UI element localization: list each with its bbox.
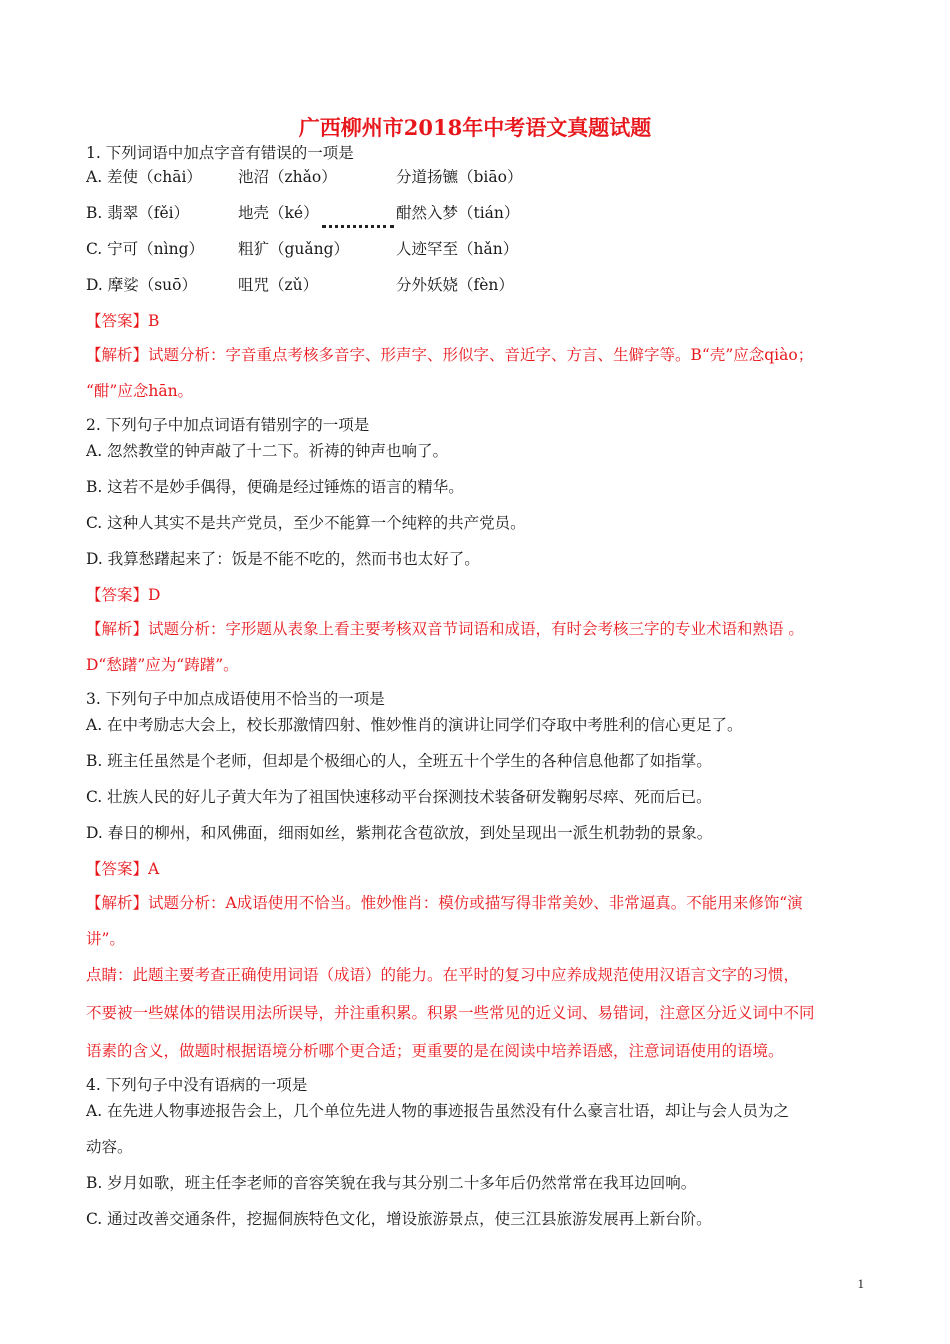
question-1-stem: 1. 下列词语中加点字音有错误的一项是 bbox=[86, 144, 354, 162]
q2-option-b: B. 这若不是妙手偶得，便确是经过锤炼的语言的精华。 bbox=[86, 478, 464, 496]
q3-option-b: B. 班主任虽然是个老师，但却是个极细心的人，全班五十个学生的各种信息他都了如指掌。 bbox=[86, 752, 712, 770]
q3-tip-line-2: 不要被一些媒体的错误用法所误导，并注重积累。积累一些常见的近义词、易错词，注意区分近义词中不同 bbox=[86, 1004, 815, 1022]
q3-analysis-line-1: 【解析】试题分析：A成语使用不恰当。惟妙惟肖：模仿或描写得非常美妙、非常逼真。不能用来修饰“演 bbox=[86, 894, 803, 912]
q2-answer: 【答案】D bbox=[86, 586, 161, 604]
q2-option-d: D. 我算愁躇起来了：饭是不能不吃的，然而书也太好了。 bbox=[86, 550, 480, 568]
q1-option-b-2: 地壳（ké） bbox=[238, 204, 319, 222]
q4-option-a-line-2: 动容。 bbox=[86, 1138, 133, 1156]
q1-option-c-1: C. 宁可（nìng） bbox=[86, 240, 205, 258]
q1-option-c-2: 粗犷（guǎng） bbox=[238, 240, 350, 258]
q1-option-b-1: B. 翡翠（fěi） bbox=[86, 204, 190, 222]
q3-answer: 【答案】A bbox=[86, 860, 160, 878]
q4-option-b: B. 岁月如歌，班主任李老师的音容笑貌在我与其分别二十多年后仍然常常在我耳边回响。 bbox=[86, 1174, 697, 1192]
q3-option-a: A. 在中考励志大会上，校长那激情四射、惟妙惟肖的演讲让同学们夺取中考胜利的信心更足了。 bbox=[86, 716, 743, 734]
q3-tip-line-1: 点睛：此题主要考查正确使用词语（成语）的能力。在平时的复习中应养成规范使用汉语言文字的习惯， bbox=[86, 966, 800, 984]
q1-analysis-line-2: “酣”应念hān。 bbox=[86, 382, 194, 400]
q1-option-a-3: 分道扬镳（biāo） bbox=[396, 168, 523, 186]
question-3-stem: 3. 下列句子中加点成语使用不恰当的一项是 bbox=[86, 690, 385, 708]
q2-analysis-line-2: D“愁躇”应为“踌躇”。 bbox=[86, 656, 239, 674]
q4-option-a-line-1: A. 在先进人物事迹报告会上，几个单位先进人物的事迹报告虽然没有什么豪言壮语，却让与会人员为之 bbox=[86, 1102, 790, 1120]
q1-option-b-3: 酣然入梦（tián） bbox=[396, 204, 520, 222]
dotted-emphasis-mark bbox=[322, 221, 394, 228]
q1-option-c-3: 人迹罕至（hǎn） bbox=[396, 240, 519, 258]
question-4-stem: 4. 下列句子中没有语病的一项是 bbox=[86, 1076, 308, 1094]
q2-option-c: C. 这种人其实不是共产党员，至少不能算一个纯粹的共产党员。 bbox=[86, 514, 526, 532]
q1-option-a-2: 池沼（zhǎo） bbox=[238, 168, 337, 186]
q1-option-d-1: D. 摩娑（suō） bbox=[86, 276, 197, 294]
q1-option-d-3: 分外妖娆（fèn） bbox=[396, 276, 514, 294]
q1-option-d-2: 咀咒（zǔ） bbox=[238, 276, 319, 294]
q1-option-a-1: A. 差使（chāi） bbox=[86, 168, 202, 186]
q1-analysis-line-1: 【解析】试题分析：字音重点考核多音字、形声字、形似字、音近字、方言、生僻字等。B“壳”应念qiào； bbox=[86, 346, 814, 364]
q1-answer: 【答案】B bbox=[86, 312, 160, 330]
page-title: 广西柳州市2018年中考语文真题试题 bbox=[298, 115, 652, 140]
question-2-stem: 2. 下列句子中加点词语有错别字的一项是 bbox=[86, 416, 370, 434]
q2-option-a: A. 忽然教堂的钟声敲了十二下。祈祷的钟声也响了。 bbox=[86, 442, 449, 460]
q3-analysis-line-2: 讲”。 bbox=[86, 930, 125, 948]
q3-tip-line-3: 语素的含义，做题时根据语境分析哪个更合适；更重要的是在阅读中培养语感，注意词语使用的语境。 bbox=[86, 1042, 784, 1060]
q3-option-d: D. 春日的柳州，和风佛面，细雨如丝，紫荆花含苞欲放，到处呈现出一派生机勃勃的景象。 bbox=[86, 824, 713, 842]
q2-analysis-line-1: 【解析】试题分析：字形题从表象上看主要考核双音节词语和成语，有时会考核三字的专业术语和熟语 。 bbox=[86, 620, 804, 638]
q3-option-c: C. 壮族人民的好儿子黄大年为了祖国快速移动平台探测技术装备研发鞠躬尽瘁、死而后已。 bbox=[86, 788, 712, 806]
q4-option-c: C. 通过改善交通条件，挖掘侗族特色文化，增设旅游景点，使三江县旅游发展再上新台阶。 bbox=[86, 1210, 712, 1228]
page-number: 1 bbox=[857, 1276, 864, 1291]
